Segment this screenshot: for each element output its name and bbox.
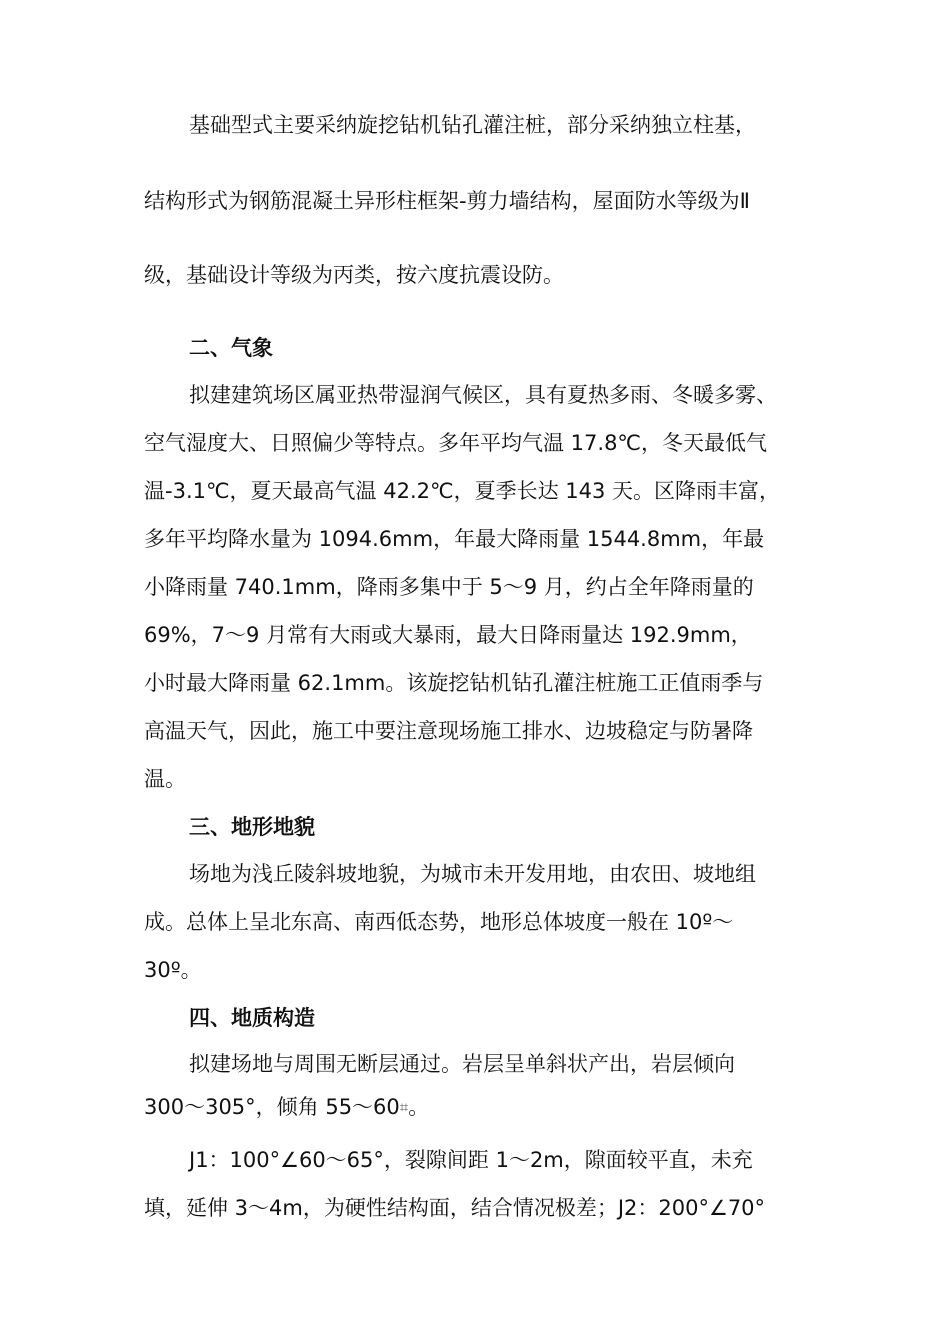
paragraph-line: 拟建场地与周围无断层通过。岩层呈单斜状产出，岩层倾向 bbox=[189, 1052, 735, 1076]
paragraph-line: J1：100°∠60～65°，裂隙间距 1～2m，隙面较平直，未充 bbox=[189, 1148, 753, 1172]
paragraph-line bbox=[144, 1092, 429, 1122]
paragraph-line: 拟建建筑场区属亚热带湿润气候区，具有夏热多雨、冬暖多雾、 bbox=[189, 383, 777, 407]
paragraph-line: 温。 bbox=[144, 767, 186, 791]
paragraph-line: 填，延伸 3～4m，为硬性结构面，结合情况极差；J2：200°∠70° bbox=[144, 1196, 766, 1220]
paragraph-line: 69%，7～9 月常有大雨或大暴雨，最大日降雨量达 192.9mm， bbox=[144, 623, 752, 647]
paragraph-line: 30º。 bbox=[144, 958, 202, 982]
paragraph-line: 温-3.1℃，夏天最高气温 42.2℃，夏季长达 143 天。区降雨丰富， bbox=[144, 479, 781, 503]
paragraph-line: 高温天气，因此，施工中要注意现场施工排水、边坡稳定与防暑降 bbox=[144, 719, 753, 743]
paragraph-text: 。 bbox=[408, 1095, 430, 1119]
paragraph-line: 场地为浅丘陵斜坡地貌，为城市未开发用地，由农田、坡地组 bbox=[189, 862, 756, 886]
section-heading-geology: 四、地质构造 bbox=[189, 1006, 315, 1030]
paragraph-line: 成。总体上呈北东高、南西低态势，地形总体坡度一般在 10º～ bbox=[144, 910, 734, 934]
paragraph-line: 空气湿度大、日照偏少等特点。多年平均气温 17.8℃，冬天最低气 bbox=[144, 431, 768, 455]
paragraph-text: 300～305°，倾角 55～60 bbox=[144, 1095, 400, 1119]
paragraph-line: 小时最大降雨量 62.1mm。该旋挖钻机钻孔灌注桩施工正值雨季与 bbox=[144, 671, 764, 695]
paragraph-line: 基础型式主要采纳旋挖钻机钻孔灌注桩，部分采纳独立柱基， bbox=[189, 113, 756, 137]
paragraph-line: 小降雨量 740.1mm，降雨多集中于 5～9 月，约占全年降雨量的 bbox=[144, 575, 754, 599]
section-heading-terrain: 三、地形地貌 bbox=[189, 815, 315, 839]
paragraph-line: 多年平均降水量为 1094.6mm，年最大降雨量 1544.8mm，年最 bbox=[144, 527, 765, 551]
section-heading-climate: 二、气象 bbox=[189, 336, 273, 360]
paragraph-line: 结构形式为钢筋混凝土异形柱框架-剪力墙结构，屋面防水等级为Ⅱ bbox=[144, 189, 750, 213]
paragraph-line: 级，基础设计等级为丙类，按六度抗震设防。 bbox=[144, 263, 564, 287]
missing-glyph-icon: ⌗ bbox=[399, 1098, 409, 1116]
